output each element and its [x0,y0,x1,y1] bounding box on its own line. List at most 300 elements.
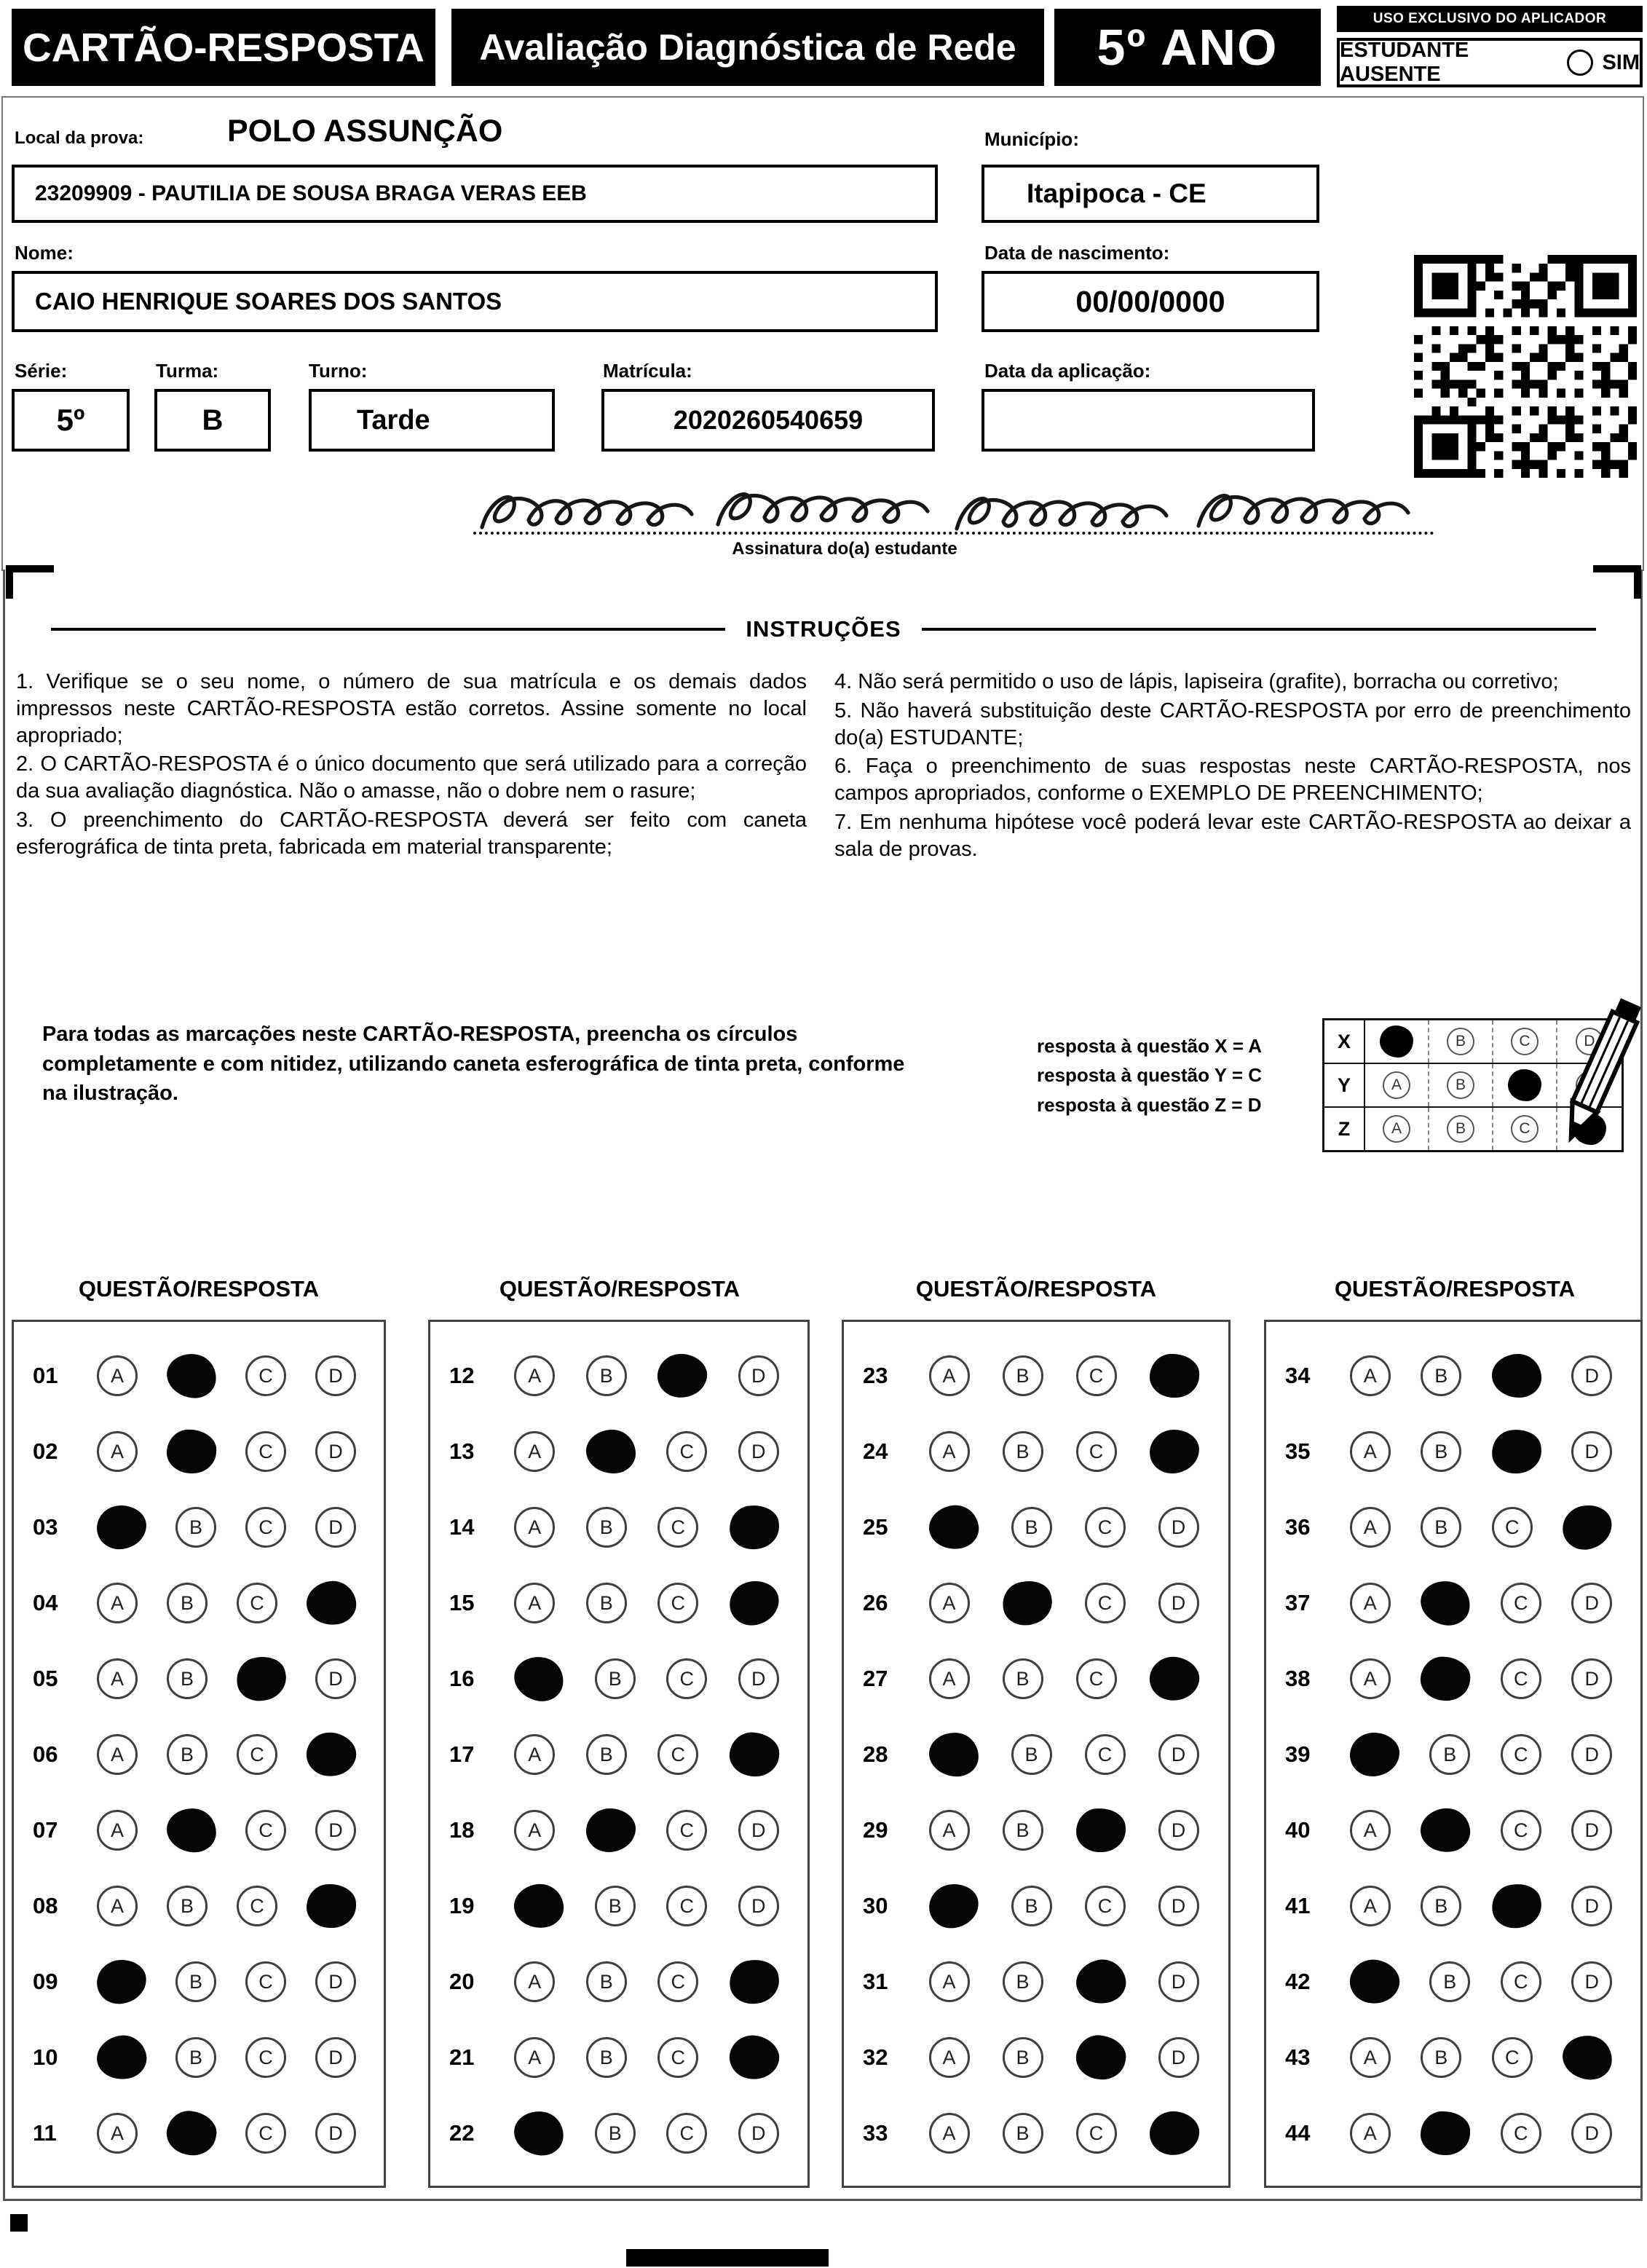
answer-row [430,1414,807,1489]
answer-bubble-filled[interactable] [998,1576,1056,1630]
answer-options [1335,1581,1627,1625]
answer-bubble[interactable]: B [586,1961,627,2002]
answer-bubble[interactable]: A [929,2113,970,2154]
question-number: 42 [1285,1969,1311,1994]
answer-row [1266,1792,1640,1868]
answer-bubble[interactable]: B [167,1658,208,1699]
answer-bubble-filled[interactable] [306,1883,356,1928]
answer-bubble[interactable]: B [1421,2037,1461,2078]
answer-row [430,1641,807,1717]
answer-bubble[interactable]: B [595,2113,636,2154]
question-number: 36 [1285,1514,1311,1540]
answers-column-1-title: QUESTÃO/RESPOSTA [78,1276,320,1302]
answer-bubble-filled[interactable] [1346,1956,1403,2008]
answer-bubble[interactable]: A [97,1431,138,1472]
answer-row [844,1565,1228,1641]
applicator-exclusive-label: USO EXCLUSIVO DO APLICADOR [1337,6,1643,32]
answer-bubble[interactable]: A [1350,1658,1391,1699]
answer-bubble[interactable]: C [1085,1734,1126,1775]
answer-bubble-filled[interactable] [1418,1578,1474,1629]
answer-bubble[interactable]: D [1571,1583,1612,1623]
answer-bubble-filled[interactable] [512,2108,566,2158]
answer-bubble[interactable]: A [929,1431,970,1472]
answer-bubble[interactable]: D [738,2113,779,2154]
answer-options [499,1581,794,1625]
answer-bubble[interactable]: B [1011,1734,1052,1775]
answer-bubble[interactable]: C [657,1734,698,1775]
answer-options [1335,1884,1627,1928]
answer-row [14,1414,384,1489]
answer-bubble[interactable]: C [657,1507,698,1548]
answer-bubble[interactable]: B [175,1961,216,2002]
answer-bubble[interactable]: C [1501,1961,1541,2002]
answer-bubble-filled[interactable] [1148,1353,1199,1398]
answer-bubble[interactable]: B [1011,1886,1052,1926]
answer-bubble[interactable]: C [245,1961,286,2002]
answer-bubble[interactable]: D [315,1810,356,1851]
answer-row [430,2020,807,2095]
answer-row [14,2095,384,2171]
answer-options [82,1430,371,1473]
answer-bubble[interactable]: D [1158,2037,1199,2078]
absent-label: ESTUDANTE AUSENTE [1340,39,1469,86]
answer-options [499,1354,794,1398]
answer-options [912,2111,1215,2155]
answer-bubble[interactable]: A [929,1961,970,2002]
answer-bubble[interactable]: C [1501,1734,1541,1775]
answer-options [1335,1354,1627,1398]
answer-bubble[interactable]: A [929,1355,970,1396]
answers-column-1 [12,1320,386,2188]
answer-bubble-filled[interactable] [926,1881,981,1931]
answer-bubble[interactable]: B [1421,1507,1461,1548]
answer-bubble[interactable]: D [1571,2113,1612,2154]
answer-bubble-filled[interactable] [727,1730,781,1779]
answer-bubble-filled[interactable] [726,1956,782,2007]
answer-options [912,1505,1215,1549]
answer-bubble-filled[interactable] [304,1729,360,1780]
answer-bubble[interactable]: D [1158,1507,1199,1548]
answer-options [499,1430,794,1473]
answer-bubble[interactable]: D [1571,1734,1612,1775]
answer-bubble[interactable]: B [1421,1431,1461,1472]
answer-bubble[interactable]: C [245,2037,286,2078]
answer-bubble[interactable]: C [237,1734,277,1775]
answer-row [14,1717,384,1792]
registration-mark-square [10,2214,28,2232]
answer-bubble[interactable]: C [245,1431,286,1472]
answer-bubble[interactable]: C [1085,1583,1126,1623]
answer-bubble[interactable]: B [1421,1355,1461,1396]
answer-row [430,1868,807,1944]
answer-bubble[interactable]: A [97,1886,138,1926]
answer-row [844,1792,1228,1868]
answer-bubble-filled[interactable] [1488,1881,1544,1932]
answer-bubble[interactable]: A [1350,1431,1391,1472]
question-number: 13 [449,1438,475,1464]
answer-bubble[interactable]: B [1003,1658,1043,1699]
answer-bubble[interactable]: D [1158,1961,1199,2002]
question-number: 12 [449,1363,475,1388]
answer-options [1335,1733,1627,1776]
answer-bubble[interactable]: B [1421,1886,1461,1926]
answer-bubble[interactable]: C [245,1810,286,1851]
answer-bubble[interactable]: C [245,2113,286,2154]
answer-bubble[interactable]: B [586,1507,627,1548]
example-caption-line: resposta à questão X = A [1037,1035,1262,1057]
answer-row [430,1717,807,1792]
answer-bubble[interactable]: B [175,1507,216,1548]
example-question-label: Y [1324,1064,1365,1106]
answer-bubble-filled[interactable] [1147,1654,1202,1704]
answer-bubble[interactable]: B [175,2037,216,2078]
answer-options [82,1808,371,1852]
answer-row [14,1792,384,1868]
answer-bubble-filled[interactable] [163,2108,219,2159]
answer-options [912,1657,1215,1701]
answer-bubble[interactable]: D [315,1658,356,1699]
answer-bubble[interactable]: C [1501,1810,1541,1851]
answer-row [1266,2095,1640,2171]
example-bubble: C [1511,1115,1539,1143]
answer-bubble[interactable]: B [586,2037,627,2078]
answer-bubble-filled[interactable] [164,1351,219,1401]
question-number: 05 [33,1666,58,1691]
signature-label: Assinatura do(a) estudante [732,539,957,559]
serie-label: Série: [15,360,68,382]
question-number: 40 [1285,1817,1311,1843]
answer-bubble[interactable]: C [666,1810,707,1851]
answer-bubble-filled[interactable] [926,1503,982,1553]
signature-line [473,532,1434,535]
nascimento-label: Data de nascimento: [984,242,1170,264]
question-number: 41 [1285,1893,1311,1918]
answer-bubble-filled[interactable] [727,1503,781,1551]
instructions-col-left [16,669,807,863]
answer-row [430,1565,807,1641]
answer-bubble[interactable]: D [738,1431,779,1472]
aplicacao-field [982,389,1315,452]
answer-options [82,1733,371,1776]
answer-bubble[interactable]: D [738,1658,779,1699]
answer-bubble[interactable]: A [97,1658,138,1699]
answer-bubble-filled[interactable] [513,1883,565,1930]
answer-bubble-filled[interactable] [1073,2032,1129,2083]
answer-bubble[interactable]: A [1350,1583,1391,1623]
answer-row [1266,1868,1640,1944]
question-number: 35 [1285,1438,1311,1464]
answer-bubble-filled[interactable] [726,1578,782,1629]
example-captions [1037,1031,1357,1119]
answer-bubble-filled[interactable] [95,1958,149,2007]
answer-bubble[interactable]: D [1158,1583,1199,1623]
answer-bubble[interactable]: B [1003,2113,1043,2154]
answer-bubble-filled[interactable] [1491,1353,1541,1398]
answer-bubble-filled[interactable] [725,2031,783,2084]
registration-mark-right [1593,565,1641,599]
answer-bubble[interactable]: A [1350,2037,1391,2078]
question-number: 28 [863,1741,888,1767]
answer-bubble[interactable]: D [738,1886,779,1926]
answer-bubble-filled[interactable] [1490,1428,1544,1476]
answer-bubble[interactable]: C [1085,1886,1126,1926]
answer-bubble[interactable]: D [315,1431,356,1472]
instruction-item: 6. Faça o preenchimento de suas respostas neste CARTÃO-RESPOSTA, nos campos apropriados, conforme o EXEMPLO DE PREENCHIMENTO; [834,755,1631,806]
question-number: 01 [33,1363,58,1388]
answer-bubble[interactable]: B [1011,1507,1052,1548]
answer-row [844,1868,1228,1944]
question-number: 07 [33,1817,58,1843]
question-number: 02 [33,1438,58,1464]
answer-row [1266,1338,1640,1414]
answer-bubble[interactable]: B [1003,1355,1043,1396]
answer-bubble[interactable]: A [514,1431,555,1472]
answer-row [1266,1944,1640,2020]
answer-bubble[interactable]: C [1492,2037,1533,2078]
matricula-field: 2020260540659 [601,389,935,452]
answer-options [912,1581,1215,1625]
answers-column-4-title: QUESTÃO/RESPOSTA [1334,1276,1576,1302]
answers-column-2 [428,1320,810,2188]
answer-bubble[interactable]: D [315,1507,356,1548]
answer-row [14,2020,384,2095]
serie-field: 5º [12,389,130,452]
answer-row [430,2095,807,2171]
answer-bubble[interactable]: B [167,1734,208,1775]
answer-options [912,1430,1215,1473]
answer-bubble[interactable]: D [1158,1886,1199,1926]
question-number: 09 [33,1969,58,1994]
question-number: 16 [449,1666,475,1691]
answer-options [912,1354,1215,1398]
answer-bubble[interactable]: C [245,1355,286,1396]
answer-bubble[interactable]: B [1003,1810,1043,1851]
answer-row [844,1338,1228,1414]
answer-options [82,1354,371,1398]
answer-bubble[interactable]: D [1571,1886,1612,1926]
answer-bubble-filled[interactable] [585,1808,636,1852]
answer-bubble[interactable]: C [245,1507,286,1548]
answer-options [82,2036,371,2079]
answer-bubble[interactable]: C [1492,1507,1533,1548]
answer-bubble[interactable]: D [1158,1734,1199,1775]
answer-bubble[interactable]: A [514,1583,555,1623]
answer-row [1266,1565,1640,1641]
grade-badge: 5º ANO [1054,9,1321,86]
answer-bubble[interactable]: B [1429,1961,1470,2002]
answer-bubble[interactable]: D [1571,1431,1612,1472]
answer-bubble[interactable]: A [929,1658,970,1699]
question-number: 29 [863,1817,888,1843]
answer-bubble[interactable]: A [514,1507,555,1548]
example-filled-bubble [1380,1025,1413,1058]
answer-bubble[interactable]: C [1076,1431,1117,1472]
answer-bubble[interactable]: A [1350,2113,1391,2154]
answer-bubble[interactable]: B [595,1886,636,1926]
answer-bubble[interactable]: C [657,2037,698,2078]
answer-bubble[interactable]: C [1076,2113,1117,2154]
answer-bubble[interactable]: A [97,1810,138,1851]
answer-bubble-filled[interactable] [1148,2110,1200,2157]
answer-row [844,1717,1228,1792]
answer-bubble-filled[interactable] [1350,1733,1399,1776]
answer-row [844,2020,1228,2095]
answer-bubble[interactable]: A [514,2037,555,2078]
answer-row [14,1868,384,1944]
answer-bubble[interactable]: C [666,1886,707,1926]
answer-bubble-filled[interactable] [1075,1808,1126,1853]
answer-bubble-filled[interactable] [1419,1655,1472,1703]
answer-bubble-filled[interactable] [1419,1806,1472,1854]
answer-options [1335,1808,1627,1852]
question-number: 26 [863,1590,888,1615]
answer-bubble[interactable]: D [1571,1810,1612,1851]
instruction-item: 7. Em nenhuma hipótese você poderá levar este CARTÃO-RESPOSTA ao deixar a sala de provas. [834,811,1631,861]
question-number: 03 [33,1514,58,1540]
page-title: CARTÃO-RESPOSTA [12,9,435,86]
answer-bubble[interactable]: D [1571,1355,1612,1396]
answer-bubble-filled[interactable] [586,1430,636,1473]
answer-bubble[interactable]: B [595,1658,636,1699]
local-label: Local da prova: [15,128,144,148]
answer-bubble[interactable]: A [1350,1886,1391,1926]
answer-bubble[interactable]: C [237,1886,277,1926]
answer-bubble[interactable]: C [1085,1507,1126,1548]
question-number: 27 [863,1666,888,1691]
example-cell [1365,1108,1429,1150]
answer-bubble-filled[interactable] [1559,1501,1616,1554]
answer-bubble[interactable]: D [315,2113,356,2154]
question-number: 20 [449,1969,475,1994]
answer-bubble[interactable]: C [657,1583,698,1623]
example-bubble: B [1447,1115,1474,1143]
answers-column-3 [842,1320,1231,2188]
question-number: 06 [33,1741,58,1767]
answer-bubble[interactable]: C [666,2113,707,2154]
answer-options [499,2036,794,2079]
municipio-label: Município: [984,128,1079,150]
answer-bubble[interactable]: C [1076,1355,1117,1396]
answer-options [82,1505,371,1549]
answer-bubble[interactable]: D [315,1355,356,1396]
answer-bubble[interactable]: A [97,1583,138,1623]
question-number: 38 [1285,1666,1311,1691]
answer-bubble[interactable]: C [237,1583,277,1623]
answer-bubble-filled[interactable] [656,1352,709,1400]
aplicacao-label: Data da aplicação: [984,360,1151,382]
answer-bubble-filled[interactable] [304,1578,359,1628]
answer-bubble[interactable]: B [1429,1734,1470,1775]
answer-bubble-filled[interactable] [510,1653,567,1705]
answer-bubble-filled[interactable] [1421,2111,1471,2155]
answer-bubble[interactable]: A [97,2113,138,2154]
answer-options [912,1808,1215,1852]
example-caption-line: resposta à questão Y = C [1037,1064,1263,1087]
answer-bubble[interactable]: A [1350,1355,1391,1396]
answer-options [82,1657,371,1701]
answer-row [844,1944,1228,2020]
answer-bubble[interactable]: D [1571,1658,1612,1699]
answer-row [1266,1414,1640,1489]
answer-row [844,1489,1228,1565]
instructions-col-right [834,669,1631,865]
answer-bubble[interactable]: C [666,1658,707,1699]
answer-bubble[interactable]: D [738,1355,779,1396]
answer-bubble[interactable]: C [1076,1658,1117,1699]
answer-bubble-filled[interactable] [96,1505,147,1550]
answer-bubble[interactable]: C [666,1431,707,1472]
answer-bubble[interactable]: A [929,1810,970,1851]
answer-bubble[interactable]: A [1350,1810,1391,1851]
answer-bubble[interactable]: A [1350,1507,1391,1548]
answer-bubble[interactable]: A [514,1355,555,1396]
answer-options [499,2111,794,2155]
answer-bubble[interactable]: D [1571,1961,1612,2002]
answer-bubble[interactable]: D [315,2037,356,2078]
question-number: 44 [1285,2120,1311,2146]
answer-bubble-filled[interactable] [1560,2033,1614,2082]
answer-bubble-filled[interactable] [928,1731,979,1777]
answer-bubble[interactable]: C [1501,1583,1541,1623]
answer-bubble[interactable]: A [514,1810,555,1851]
signature-area [473,478,1434,572]
answer-bubble-filled[interactable] [1072,1956,1129,2009]
answer-bubble[interactable]: B [586,1355,627,1396]
answer-bubble[interactable]: A [97,1355,138,1396]
answer-bubble[interactable]: B [167,1583,208,1623]
answer-bubble[interactable]: A [97,1734,138,1775]
question-number: 10 [33,2044,58,2070]
answer-bubble[interactable]: B [586,1734,627,1775]
answer-options [1335,1505,1627,1549]
answer-bubble[interactable]: B [167,1886,208,1926]
answer-bubble[interactable]: A [514,1961,555,2002]
answer-options [1335,2111,1627,2155]
turno-field: Tarde [309,389,555,452]
question-number: 30 [863,1893,888,1918]
answer-bubble[interactable]: B [1003,2037,1043,2078]
answer-bubble[interactable]: D [738,1810,779,1851]
answer-bubble[interactable]: B [1003,1431,1043,1472]
absent-bubble[interactable] [1567,50,1593,76]
answer-bubble[interactable]: C [657,1961,698,2002]
answer-bubble[interactable]: A [929,2037,970,2078]
answer-bubble[interactable]: C [1501,2113,1541,2154]
answer-options [499,1733,794,1776]
answer-bubble-filled[interactable] [93,2031,150,2084]
answer-bubble[interactable]: D [315,1961,356,2002]
example-cell [1429,1108,1493,1150]
example-bubble: D [1576,1028,1603,1055]
answer-bubble-filled[interactable] [165,1807,218,1854]
answer-row [844,1414,1228,1489]
answer-bubble[interactable]: B [586,1583,627,1623]
example-caption-line: resposta à questão Z = D [1037,1093,1262,1116]
question-number: 39 [1285,1741,1311,1767]
answer-bubble[interactable]: A [929,1583,970,1623]
answer-bubble[interactable]: D [1158,1810,1199,1851]
answer-options [82,1581,371,1625]
example-bubble: B [1447,1071,1474,1099]
instructions-title: INSTRUÇÕES [746,616,901,642]
answer-bubble-filled[interactable] [165,1428,217,1474]
answer-options [82,1960,371,2004]
answer-bubble[interactable]: B [1003,1961,1043,2002]
answer-bubble-filled[interactable] [233,1653,291,1706]
answer-bubble-filled[interactable] [1148,1428,1200,1474]
answer-bubble[interactable]: C [1501,1658,1541,1699]
answer-bubble[interactable]: A [514,1734,555,1775]
